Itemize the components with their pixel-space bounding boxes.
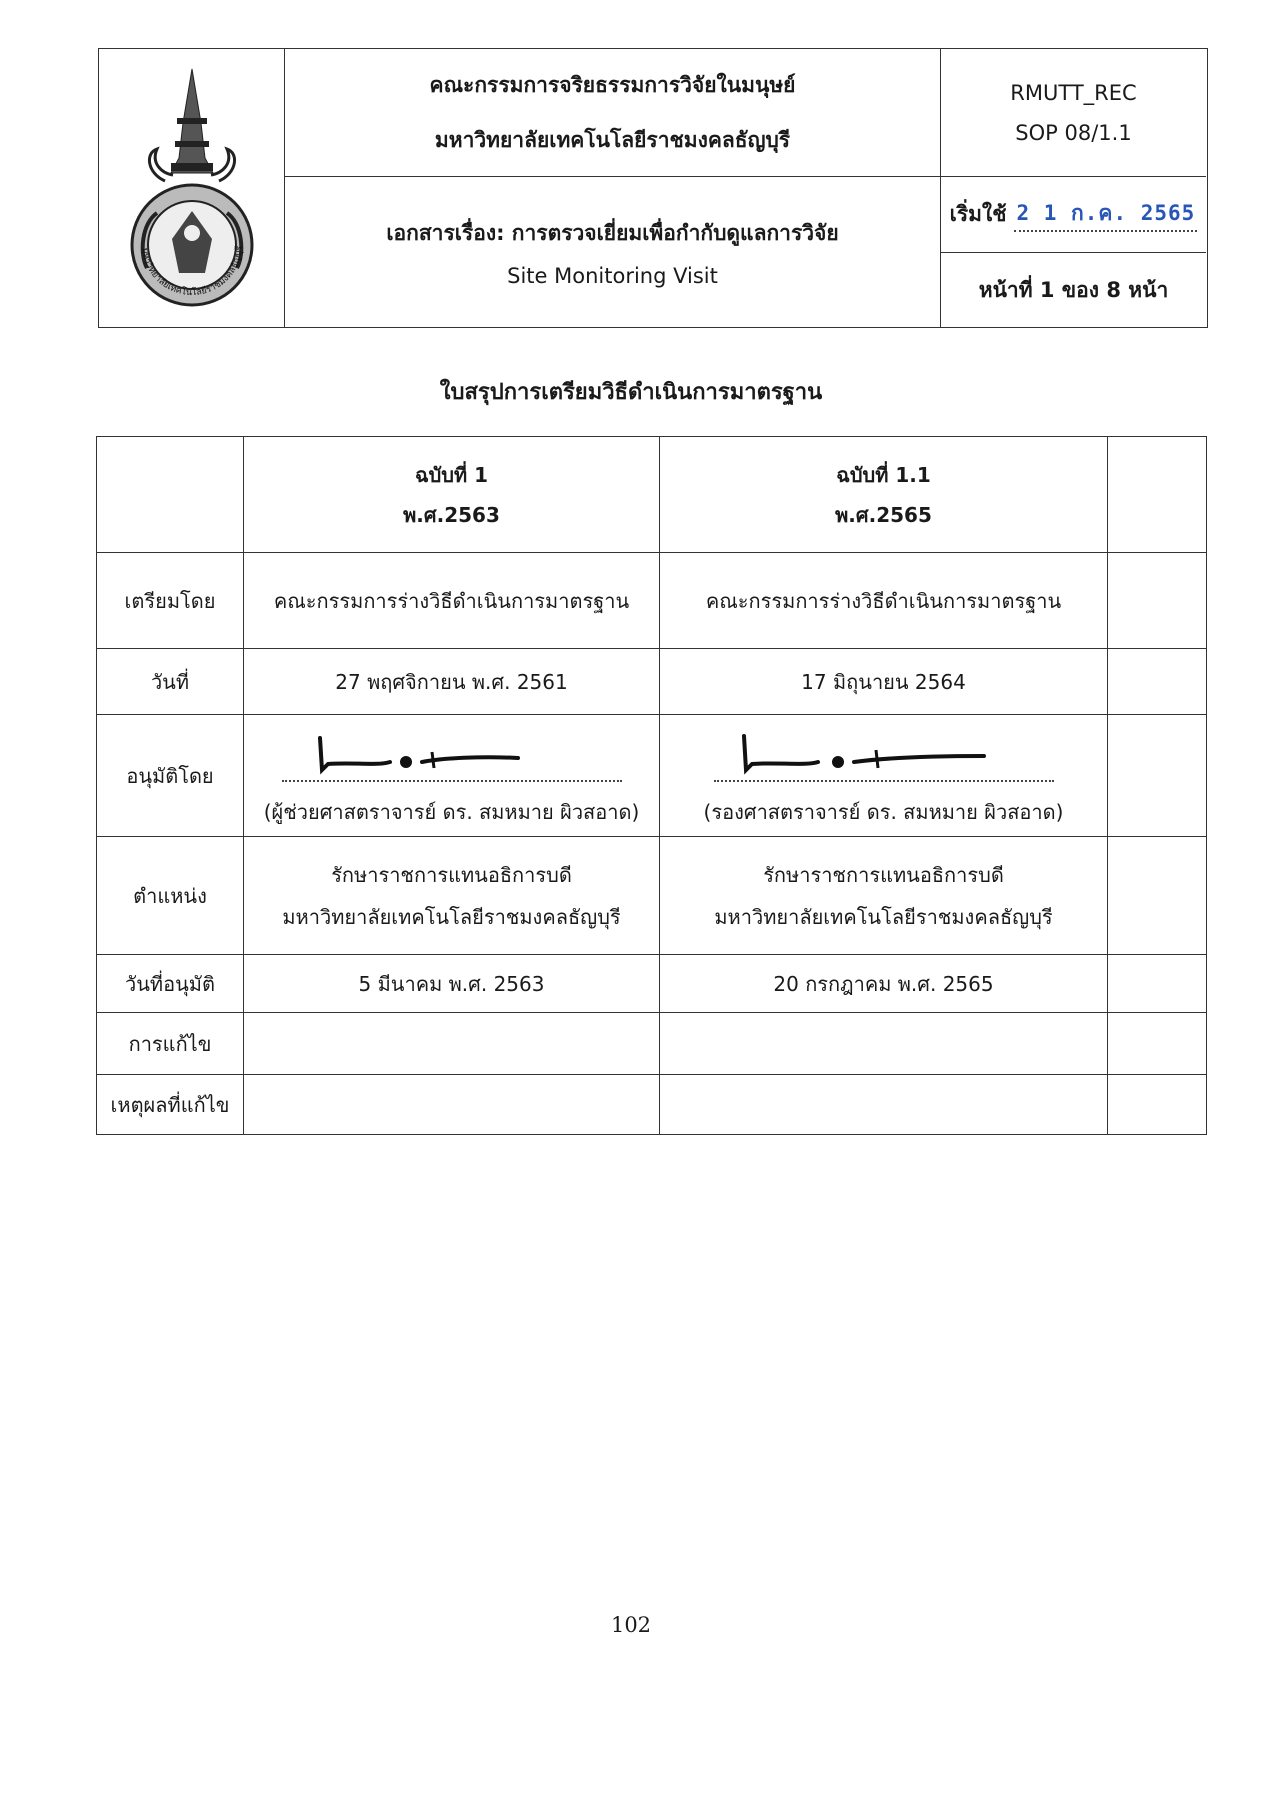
document-header	[98, 48, 1208, 328]
version-1-1-year: พ.ศ.2565	[835, 502, 932, 527]
table-row	[97, 553, 1207, 649]
position-v2-line1: รักษาราชการแทนอธิการบดี	[763, 862, 1004, 887]
revision-summary-table	[96, 436, 1207, 1135]
position-v2-line2: มหาวิทยาลัยเทคโนโลยีราชมงคลธัญบุรี	[714, 904, 1053, 929]
page-info-cell	[941, 253, 1206, 327]
empty-cell	[1108, 1013, 1207, 1075]
empty-cell	[244, 1075, 660, 1135]
version-1-year: พ.ศ.2563	[403, 502, 500, 527]
page-number: 102	[610, 1613, 652, 1637]
empty-cell	[1108, 649, 1207, 715]
document-code-line2: SOP 08/1.1	[1015, 120, 1132, 145]
logo-cell	[99, 49, 285, 327]
table-header-row	[97, 437, 1207, 553]
empty-cell	[1108, 1075, 1207, 1135]
org-name-line2: มหาวิทยาลัยเทคโนโลยีราชมงคลธัญบุรี	[434, 127, 791, 152]
version-1-label: ฉบับที่ 1	[414, 462, 489, 487]
empty-cell	[1108, 955, 1207, 1013]
row-label-date: วันที่	[97, 649, 244, 715]
date-v1: 27 พฤศจิกายน พ.ศ. 2561	[244, 649, 660, 715]
signature-line	[714, 724, 1054, 782]
signature-line	[282, 724, 622, 782]
prepared-by-v1: คณะกรรมการร่างวิธีดำเนินการมาตรฐาน	[244, 553, 660, 649]
document-title: ใบสรุปการเตรียมวิธีดำเนินการมาตรฐาน	[439, 380, 823, 405]
empty-cell	[660, 1013, 1108, 1075]
prepared-by-v2: คณะกรรมการร่างวิธีดำเนินการมาตรฐาน	[660, 553, 1108, 649]
page-info: หน้าที่ 1 ของ 8 หน้า	[978, 277, 1169, 302]
header-empty-cell	[97, 437, 244, 553]
effective-date-stamp: 2 1 ก.ค. 2565	[1014, 197, 1197, 232]
date-v2: 17 มิถุนายน 2564	[660, 649, 1108, 715]
approver-name-v1: (ผู้ช่วยศาสตราจารย์ ดร. สมหมาย ผิวสอาด)	[263, 799, 640, 824]
document-code-cell	[941, 49, 1206, 177]
position-v1-line2: มหาวิทยาลัยเทคโนโลยีราชมงคลธัญบุรี	[282, 904, 621, 929]
svg-text:มหาวิทยาลัยเทคโนโลยีราชมงคลธัญ: มหาวิทยาลัยเทคโนโลยีราชมงคลธัญบุรี	[138, 245, 245, 299]
signature-mark	[714, 732, 994, 782]
row-label-approved-by: อนุมัติโดย	[97, 715, 244, 837]
document-code-line1: RMUTT_REC	[1010, 80, 1137, 105]
organization-cell	[285, 49, 941, 177]
approval-date-v1: 5 มีนาคม พ.ศ. 2563	[244, 955, 660, 1013]
empty-cell	[1108, 715, 1207, 837]
subject-english: Site Monitoring Visit	[507, 263, 718, 288]
university-logo	[117, 63, 267, 313]
org-name-line1: คณะกรรมการจริยธรรมการวิจัยในมนุษย์	[429, 72, 796, 97]
approval-date-v2: 20 กรกฎาคม พ.ศ. 2565	[660, 955, 1108, 1013]
effective-date-cell	[941, 177, 1206, 253]
row-label-prepared-by: เตรียมโดย	[97, 553, 244, 649]
version-1-header	[244, 437, 660, 553]
row-label-revision-reason: เหตุผลที่แก้ไข	[97, 1075, 244, 1135]
position-v1-cell	[244, 837, 660, 955]
subject-cell	[285, 177, 941, 327]
empty-cell	[1108, 837, 1207, 955]
position-v1-line1: รักษาราชการแทนอธิการบดี	[331, 862, 572, 887]
version-1-1-header	[660, 437, 1108, 553]
signature-mark	[282, 732, 542, 782]
version-1-1-label: ฉบับที่ 1.1	[836, 462, 931, 487]
approver-name-v2: (รองศาสตราจารย์ ดร. สมหมาย ผิวสอาด)	[703, 799, 1064, 824]
row-label-revision: การแก้ไข	[97, 1013, 244, 1075]
table-row	[97, 1075, 1207, 1135]
table-row	[97, 955, 1207, 1013]
position-v2-cell	[660, 837, 1108, 955]
row-label-approval-date: วันที่อนุมัติ	[97, 955, 244, 1013]
empty-cell	[660, 1075, 1108, 1135]
table-row	[97, 837, 1207, 955]
row-label-position: ตำแหน่ง	[97, 837, 244, 955]
table-row	[97, 649, 1207, 715]
table-row	[97, 715, 1207, 837]
effective-date-label: เริ่มใช้	[949, 202, 1007, 226]
empty-cell	[1108, 553, 1207, 649]
empty-cell	[244, 1013, 660, 1075]
approved-by-v1-cell	[244, 715, 660, 837]
subject-thai: เอกสารเรื่อง: การตรวจเยี่ยมเพื่อกำกับดูแลการวิจัย	[386, 220, 839, 245]
table-row	[97, 1013, 1207, 1075]
header-extra-cell	[1108, 437, 1207, 553]
approved-by-v2-cell	[660, 715, 1108, 837]
